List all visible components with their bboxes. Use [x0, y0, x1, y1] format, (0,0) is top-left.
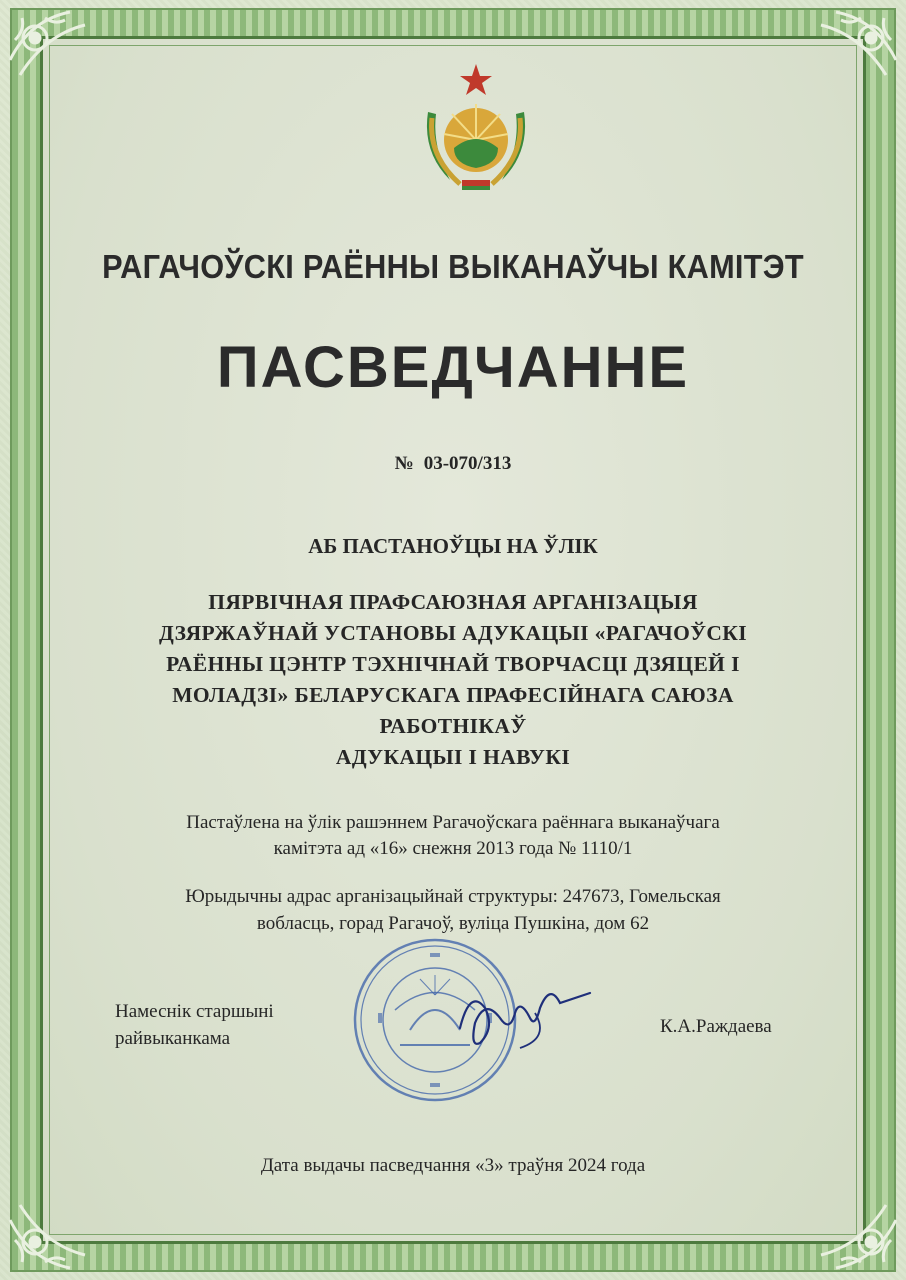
organization-line: ДЗЯРЖАЎНАЙ УСТАНОВЫ АДУКАЦЫІ «РАГАЧОЎСКІ — [158, 621, 748, 645]
signatory-name: К.А.Раждаева — [660, 1016, 772, 1037]
organization-name — [120, 587, 786, 773]
organization-line: РАБОТНІКАЎ — [379, 714, 527, 738]
issue-date: Дата выдачы пасведчання «3» траўня 2024 года — [260, 1155, 646, 1176]
number-value: 03-070/313 — [423, 453, 512, 474]
issuing-authority: РАГАЧОЎСКІ РАЁННЫ ВЫКАНАЎЧЫ КАМІТЭТ — [102, 248, 804, 285]
organization-line: ПЯРВІЧНАЯ ПРАФСАЮЗНАЯ АРГАНІЗАЦЫЯ — [208, 590, 698, 614]
corner-ornament-icon — [796, 1170, 906, 1280]
corner-ornament-icon — [796, 0, 906, 110]
registration-line: камітэта ад «16» снежня 2013 года № 1110/1 — [273, 838, 633, 859]
signature-icon — [440, 968, 600, 1058]
certificate-number — [40, 453, 866, 475]
registration-line: Пастаўлена на ўлік рашэннем Рагачоўскага раённага выканаўчага — [186, 812, 720, 833]
state-emblem-icon — [402, 52, 550, 200]
position-line: райвыканкама — [115, 1028, 231, 1049]
number-sign: № — [394, 453, 414, 474]
address-line: Юрыдычны адрас арганізацыйнай структуры: 247673, Гомельская — [185, 886, 721, 907]
organization-line: РАЁННЫ ЦЭНТР ТЭХНІЧНАЙ ТВОРЧАСЦІ ДЗЯЦЕЙ І — [166, 652, 740, 676]
position-line: Намеснік старшыні — [115, 1001, 274, 1022]
organization-line: МОЛАДЗІ» БЕЛАРУСКАГА ПРАФЕСІЙНАГА САЮЗА — [172, 683, 734, 707]
signatory-position — [115, 998, 274, 1052]
address-line: вобласць, горад Рагачоў, вуліца Пушкіна, дом 62 — [256, 913, 650, 934]
document-subject: АБ ПАСТАНОЎЦЫ НА ЎЛІК — [308, 534, 598, 558]
document-title: ПАСВЕДЧАННЕ — [216, 335, 690, 400]
organization-line: АДУКАЦЫІ І НАВУКІ — [335, 745, 571, 769]
legal-address — [90, 883, 816, 937]
corner-ornament-icon — [0, 0, 110, 110]
registration-decision — [90, 810, 816, 862]
corner-ornament-icon — [0, 1170, 110, 1280]
